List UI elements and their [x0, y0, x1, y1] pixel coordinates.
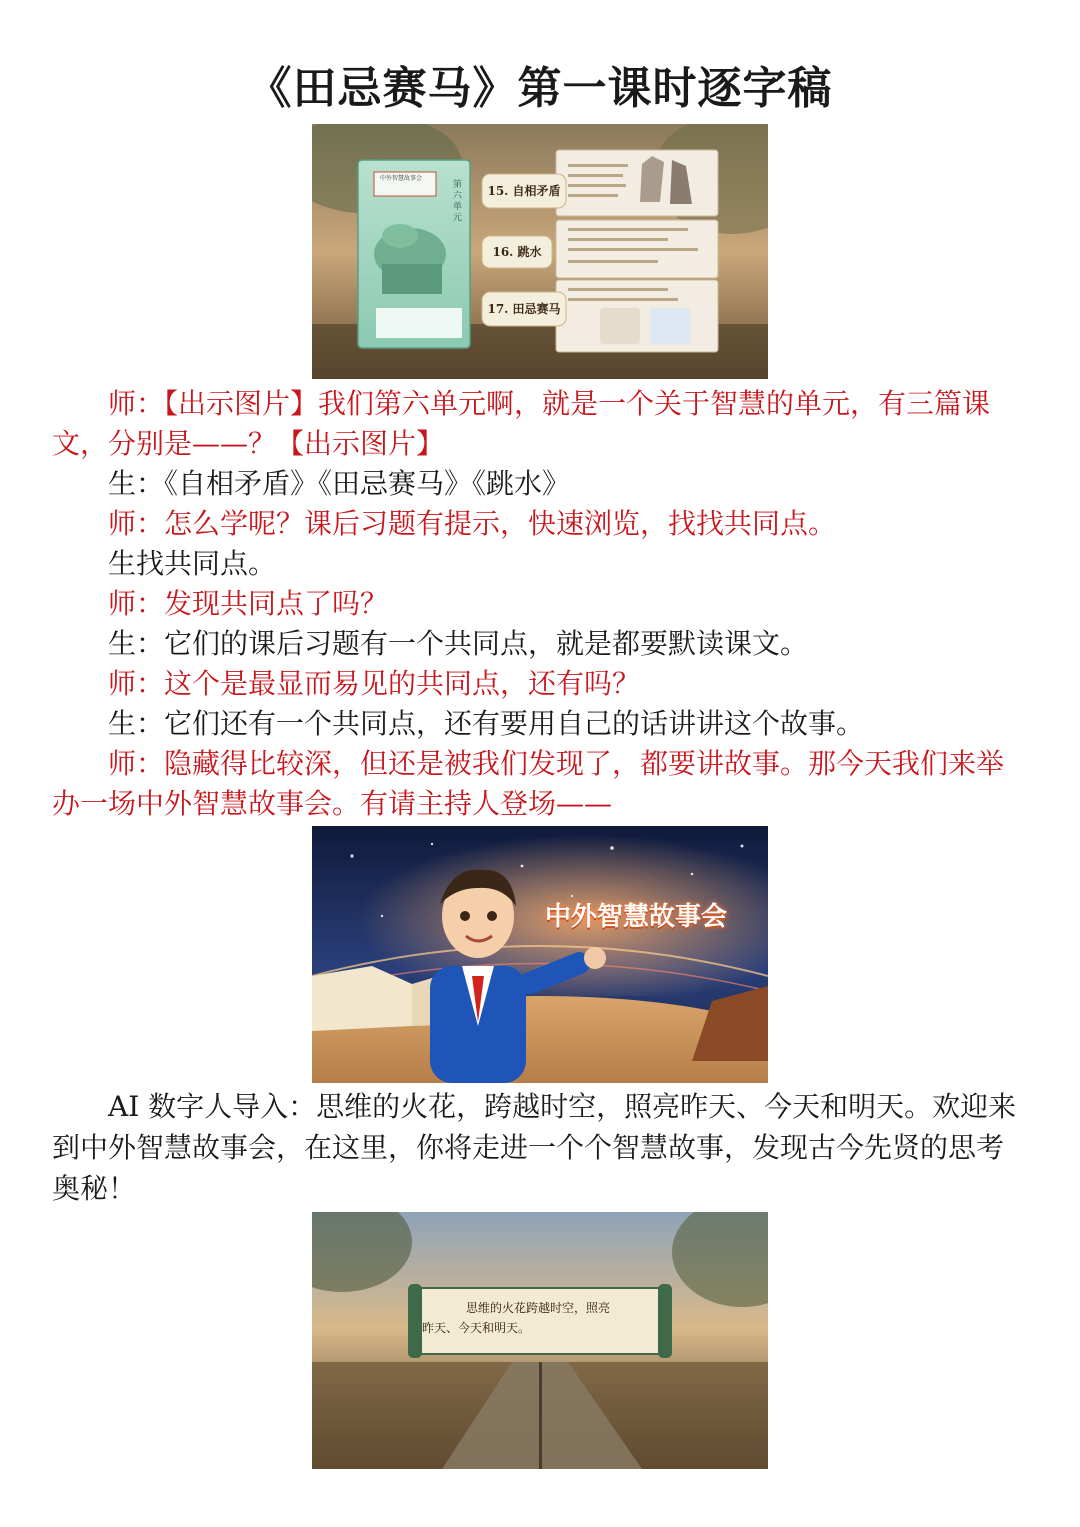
scroll-line-1: 思维的火花跨越时空，照亮 [466, 1301, 611, 1315]
dialogue-line: 师：发现共同点了吗？ [108, 587, 389, 620]
dialogue-line: 师：怎么学呢？课后习题有提示，快速浏览，找找共同点。 [108, 507, 837, 540]
ai-intro-section [52, 1086, 1028, 1209]
dialogue-line: 生找共同点。 [108, 547, 277, 580]
document-title: 《田忌赛马》第一课时逐字稿 [247, 63, 833, 114]
scroll-caption [422, 1298, 658, 1338]
stage-banner: 中外智慧故事会 [544, 902, 727, 932]
ai-intro-text: AI 数字人导入：思维的火花，跨越时空，照亮昨天、今天和明天。欢迎来到中外智慧故事会，在这里，你将走进一个个智慧故事，发现古今先贤的思考奥秘！ [52, 1090, 1017, 1205]
book-side-label: 第六单元 [453, 180, 463, 223]
dialogue-line: 师：【出示图片】我们第六单元啊，就是一个关于智慧的单元，有三篇课文，分别是——？【出示图片】 [52, 387, 991, 460]
scroll-road-image [312, 1212, 768, 1469]
lesson-tag-17: 17. 田忌赛马 [487, 302, 561, 316]
scroll-line-2: 昨天、今天和明天。 [422, 1321, 531, 1335]
dialogue-section [52, 384, 1028, 824]
lesson-tag-16: 16. 跳水 [492, 245, 542, 259]
dialogue-line: 师：隐藏得比较深，但还是被我们发现了，都要讲故事。那今天我们来举办一场中外智慧故事会。有请主持人登场—— [52, 747, 1005, 820]
dialogue-line: 师：这个是最显而易见的共同点，还有吗？ [108, 667, 641, 700]
dialogue-line: 生：它们还有一个共同点，还有要用自己的话讲讲这个故事。 [108, 707, 865, 740]
ai-host-stage-image [312, 826, 768, 1083]
lesson-tag-15: 15. 自相矛盾 [487, 184, 561, 198]
unit-slide-image [312, 124, 768, 379]
dialogue-line: 生：《自相矛盾》《田忌赛马》《跳水》 [108, 467, 571, 500]
book-cover-text: 中外智慧故事会 [380, 175, 423, 182]
dialogue-line: 生：它们的课后习题有一个共同点，就是都要默读课文。 [108, 627, 809, 660]
